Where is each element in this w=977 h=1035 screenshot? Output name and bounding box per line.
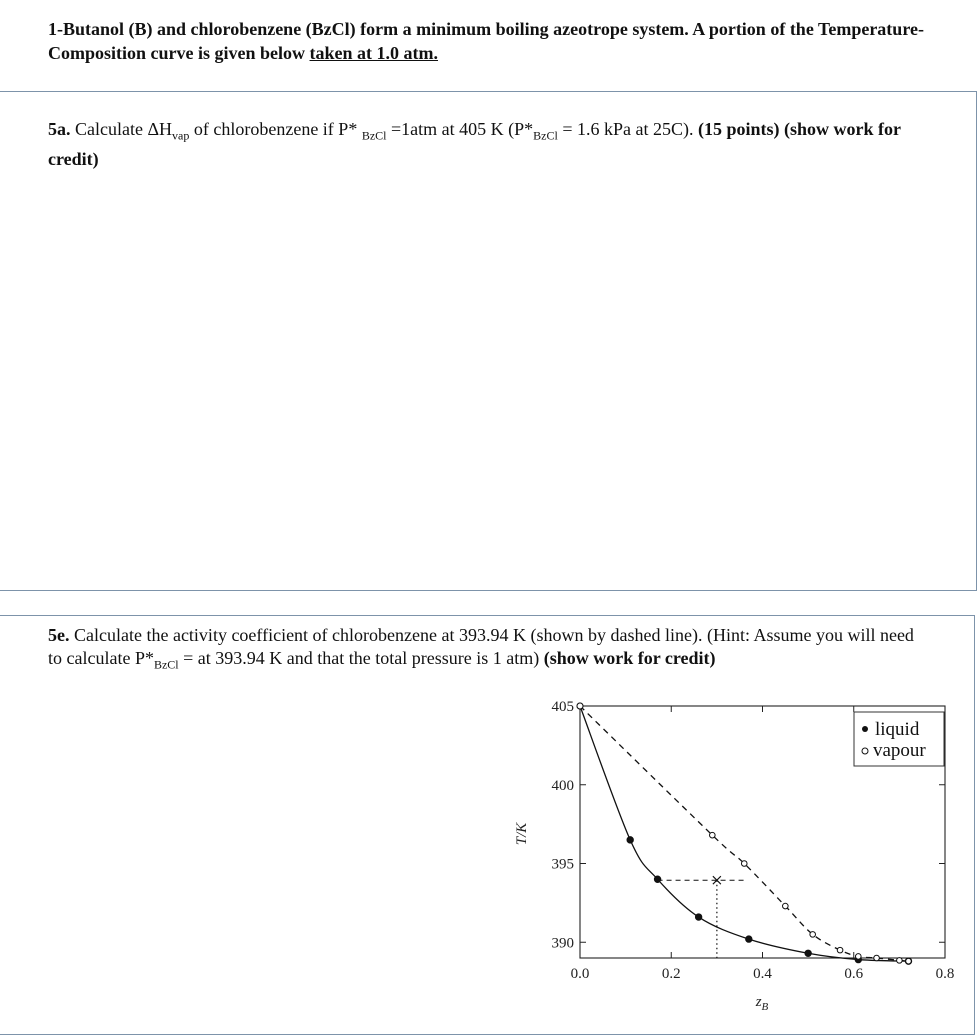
bzcl-subscript-1: BzCl bbox=[361, 128, 387, 143]
y-axis-label: T/K bbox=[514, 822, 530, 846]
temperature-composition-chart bbox=[490, 690, 960, 1024]
legend-liquid-label: liquid bbox=[875, 719, 920, 740]
vapour-point bbox=[577, 703, 583, 709]
x-tick-label: 0.4 bbox=[753, 966, 772, 982]
bzcl-subscript-e: BzCl bbox=[153, 657, 179, 672]
vapour-point bbox=[837, 947, 843, 953]
y-tick-label: 405 bbox=[551, 699, 574, 715]
y-tick-label: 390 bbox=[551, 935, 574, 952]
vapour-point bbox=[897, 958, 903, 964]
question-5e bbox=[48, 624, 928, 677]
legend-vapour-marker bbox=[862, 748, 868, 754]
x-tick-label: 0.0 bbox=[570, 966, 590, 982]
x-tick-labels bbox=[571, 966, 955, 982]
y-tick-labels bbox=[552, 699, 575, 951]
bzcl-subscript-2: BzCl bbox=[533, 128, 558, 143]
intro-underlined: taken at 1.0 atm. bbox=[309, 43, 439, 63]
liquid-point bbox=[805, 950, 811, 956]
vapour-point bbox=[783, 903, 789, 909]
vapour-point bbox=[906, 958, 912, 964]
question-5e-text-2: = at 393.94 K and that the total pressure is 1 atm) bbox=[178, 648, 544, 668]
problem-intro bbox=[48, 17, 948, 65]
intro-text: 1-Butanol (B) and chlorobenzene (BzCl) form a minimum boiling azeotrope system. A portion of the Temperature-Composition curve is given below bbox=[48, 19, 924, 63]
liquid-point bbox=[654, 876, 660, 882]
legend-liquid-marker bbox=[862, 726, 868, 732]
x-tick-label: 0.8 bbox=[935, 966, 955, 982]
vapour-point bbox=[810, 932, 816, 938]
y-tick-label: 400 bbox=[551, 777, 574, 794]
liquid-point bbox=[746, 936, 752, 942]
question-5a-text-3: =1atm at 405 K (P* bbox=[386, 119, 534, 139]
question-5a-text-1: Calculate ΔH bbox=[70, 119, 173, 139]
question-5a-text-2: of chlorobenzene if P* bbox=[189, 119, 362, 139]
question-5e-label: 5e. bbox=[48, 625, 70, 645]
legend bbox=[854, 712, 944, 766]
x-tick-label: 0.2 bbox=[661, 966, 681, 982]
vapour-point bbox=[856, 954, 862, 960]
question-5a-label: 5a. bbox=[48, 119, 71, 139]
question-5a bbox=[48, 118, 928, 171]
vap-subscript: vap bbox=[172, 128, 190, 143]
vapour-point bbox=[741, 861, 747, 867]
question-5e-text-1: Calculate the activity coefficient of chlorobenzene at 393.94 K (shown by dashed line). (Hint: Assume you will need to calculate P* bbox=[48, 625, 914, 668]
liquid-point bbox=[627, 837, 633, 843]
question-5a-points: (15 points) (show work for credit) bbox=[48, 119, 901, 169]
vapour-point bbox=[874, 955, 880, 961]
liquid-point bbox=[695, 914, 701, 920]
x-axis-label: $z_B$ bbox=[755, 994, 769, 1013]
x-tick-label: 0.6 bbox=[844, 966, 864, 982]
question-5a-text-4: = 1.6 kPa at 25C). bbox=[557, 119, 698, 139]
vapour-point bbox=[710, 832, 716, 838]
question-5e-credit: (show work for credit) bbox=[543, 648, 716, 668]
y-tick-label: 395 bbox=[551, 856, 574, 873]
legend-vapour-label: vapour bbox=[873, 740, 926, 761]
